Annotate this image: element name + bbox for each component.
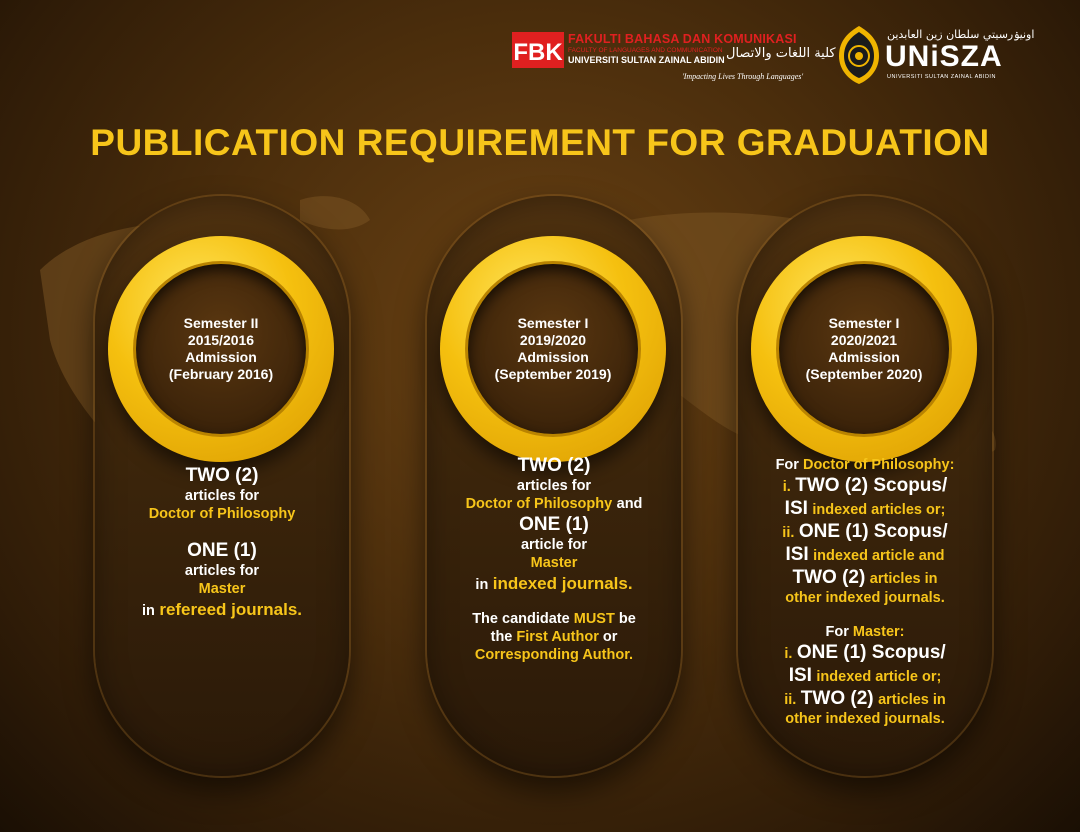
journal-type: refereed journals. [159, 600, 302, 619]
phd-articles-for: articles for [184, 488, 260, 504]
unisza-wordmark: UNiSZA [885, 40, 1003, 73]
admission-text: Admission [517, 349, 589, 365]
phd-and: and [616, 496, 643, 512]
phd-label: Doctor of Philosophy [148, 506, 296, 522]
master-label: Master: [852, 624, 905, 640]
master-option-1-number: i. [784, 646, 793, 662]
admission-text: Admission [185, 349, 257, 365]
fbk-logo-mark [512, 30, 564, 70]
master-for: For [825, 624, 849, 640]
phd-option-2-journals: other indexed journals. [785, 590, 945, 606]
master-option-1-isi: ISI [788, 665, 812, 686]
fbk-faculty-name: FAKULTI BAHASA DAN KOMUNIKASI [568, 32, 797, 46]
requirement-card-2020 [738, 196, 992, 776]
master-label: Master [530, 555, 578, 571]
requirement-card-2019 [427, 196, 681, 776]
unisza-university-name: UNIVERSITI SULTAN ZAINAL ABIDIN [887, 74, 996, 80]
master-option-1a [738, 641, 992, 664]
author-or: or [602, 629, 618, 645]
unisza-crest-icon [835, 24, 883, 86]
master-option-1-count: ONE (1) Scopus/ [796, 642, 946, 663]
session-text: 2020/2021 [830, 332, 898, 348]
master-option-1-detail: indexed article or; [816, 669, 942, 685]
master-option-2-journals: other indexed journals. [785, 711, 945, 727]
fbk-university-name: UNIVERSITI SULTAN ZAINAL ABIDIN [568, 55, 725, 65]
semester-text: Semester I [517, 315, 589, 331]
phd-option-2b [738, 543, 992, 566]
phd-label: Doctor of Philosophy: [802, 457, 955, 473]
admission-text: Admission [828, 349, 900, 365]
requirement-text [427, 454, 681, 664]
phd-label: Doctor of Philosophy [465, 496, 613, 512]
master-label: Master [198, 581, 246, 597]
journal-in: in [141, 603, 155, 619]
author-first: First Author [516, 629, 599, 645]
requirement-text [95, 464, 349, 620]
phd-option-2a [738, 520, 992, 543]
author-must: MUST [573, 611, 615, 627]
master-option-2a [738, 687, 992, 710]
phd-heading [738, 456, 992, 474]
phd-label-line [427, 495, 681, 513]
phd-count: TWO (2) [517, 455, 591, 476]
phd-option-2-articles-in: articles in [869, 571, 938, 587]
unisza-logo [835, 24, 1035, 90]
requirement-card-2016 [95, 196, 349, 776]
admission-badge [108, 236, 334, 462]
admission-badge [440, 236, 666, 462]
fbk-logo [512, 30, 836, 84]
intake-date-text: (September 2020) [805, 366, 923, 382]
phd-option-1-count: TWO (2) Scopus/ [795, 475, 948, 496]
master-option-2-count: TWO (2) [800, 688, 874, 709]
intake-date-text: (September 2019) [494, 366, 612, 382]
session-text: 2015/2016 [187, 332, 255, 348]
author-line-2 [427, 628, 681, 646]
master-option-2-articles-in: articles in [878, 692, 946, 708]
phd-option-2-count: ONE (1) Scopus/ [798, 521, 948, 542]
phd-option-1-number: i. [782, 479, 791, 495]
phd-option-2-number: ii. [782, 525, 795, 541]
admission-label [779, 264, 949, 434]
author-the: the [490, 629, 513, 645]
author-corresponding: Corresponding Author. [474, 647, 634, 663]
admission-badge [751, 236, 977, 462]
master-articles-for: articles for [184, 563, 260, 579]
phd-option-1a [738, 474, 992, 497]
journal-type: indexed journals. [492, 574, 633, 593]
phd-option-1-detail: indexed articles or; [812, 502, 946, 518]
page-title: PUBLICATION REQUIREMENT FOR GRADUATION [90, 122, 990, 163]
master-heading [738, 623, 992, 641]
author-line-1 [427, 610, 681, 628]
unisza-arabic-name: اونيۏرسيتي سلطان زين العابدين [887, 28, 1035, 41]
author-be: be [618, 611, 636, 627]
journal-type-line [427, 574, 681, 594]
phd-for: For [775, 457, 799, 473]
phd-count: TWO (2) [185, 465, 259, 486]
journal-type-line [95, 600, 349, 620]
fbk-mark-text: FBK [513, 39, 563, 66]
fbk-tagline: 'Impacting Lives Through Languages' [682, 72, 804, 81]
session-text: 2019/2020 [519, 332, 587, 348]
author-candidate: The candidate [472, 611, 570, 627]
semester-text: Semester II [183, 315, 259, 331]
requirement-text [738, 456, 992, 728]
master-article-for: article for [520, 537, 588, 553]
phd-articles-for: articles for [516, 478, 592, 494]
fbk-faculty-english: FACULTY OF LANGUAGES AND COMMUNICATION [568, 47, 723, 54]
master-count: ONE (1) [519, 514, 589, 535]
master-option-1b [738, 664, 992, 687]
master-option-2-number: ii. [784, 692, 797, 708]
admission-label [136, 264, 306, 434]
phd-option-1-isi: ISI [784, 498, 808, 519]
phd-option-1b [738, 497, 992, 520]
phd-option-2-detail: indexed article and [813, 548, 945, 564]
master-count: ONE (1) [187, 540, 257, 561]
intake-date-text: (February 2016) [168, 366, 274, 382]
semester-text: Semester I [828, 315, 900, 331]
journal-in: in [475, 577, 489, 593]
phd-option-2-isi: ISI [785, 544, 809, 565]
phd-option-2-extra-count: TWO (2) [792, 567, 866, 588]
admission-label [468, 264, 638, 434]
phd-option-2c [738, 566, 992, 589]
fbk-arabic-name: كلية اللغات والاتصال [726, 46, 836, 61]
